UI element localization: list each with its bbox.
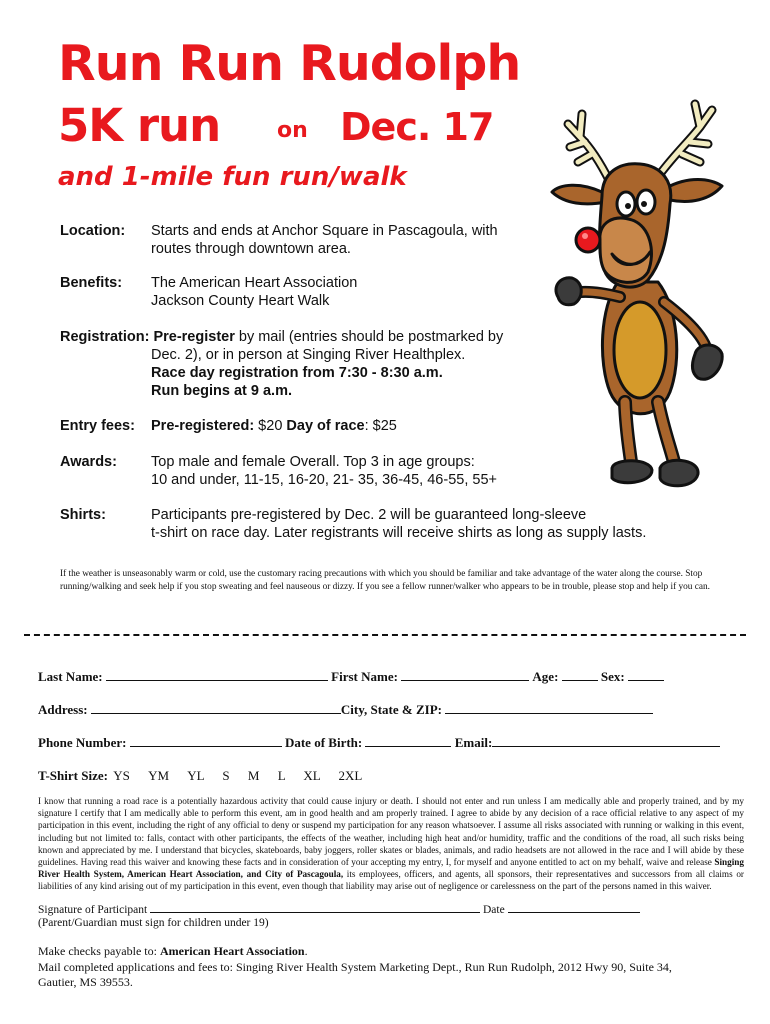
shirts-line-1: Participants pre-registered by Dec. 2 will be guaranteed long-sleeve — [151, 507, 587, 523]
benefits-line-1: The American Heart Association — [151, 275, 358, 291]
guardian-note: (Parent/Guardian must sign for children under 19) — [38, 917, 269, 929]
registration-prereg: Pre-register — [153, 329, 235, 345]
location-value — [151, 222, 571, 258]
awards-line-2: 10 and under, 11-15, 16-20, 21- 35, 36-45, 46-55, 55+ — [151, 472, 497, 488]
checks-suffix: . — [304, 944, 308, 958]
phone-label: Phone Number: — [38, 735, 127, 750]
location-line-2: routes through downtown area. — [151, 241, 351, 257]
shirts-label: Shirts: — [60, 507, 106, 523]
registration-line-4: Run begins at 9 a.m. — [151, 383, 292, 399]
email-label: Email: — [454, 735, 493, 750]
registration-line-1-rest: by mail (entries should be postmarked by — [234, 329, 504, 345]
email-field[interactable] — [492, 735, 720, 747]
tshirt-size-xl[interactable]: XL — [303, 768, 321, 783]
city-state-zip-field[interactable] — [445, 702, 653, 714]
waiver-part-1: I know that running a road race is a potentially hazardous activity that could cause injury or death. I should not enter and run unless I am medically able and properly trained, and by my signature I certify that I am medically able to perform this event, am in good health and am properly trained. I agree to abide by any decision of a race official relative to any aspect of my participation in this event, including the right of any official to deny or suspend my participation for any reason whatsoever. I assume all risks associated with running or walking in this event, including but not limited to: falls, contact with other participants, the effects of the weather, including high heat and/or humidity, traffic and the conditions of the road, all such risks being known and appreciated by me. I understand that bicycles, skateboards, baby joggers, roller skates or blades, animals, and radio headsets are not allowed in the race and I will abide by these guidelines. Having read this waiver and knowing these facts and in consideration of your accepting my entry, I, for myself and anyone entitled to act on my behalf, waive and release — [38, 796, 744, 868]
tshirt-size-m[interactable]: M — [247, 768, 260, 783]
awards-label: Awards: — [60, 454, 117, 470]
form-row-tshirt — [38, 768, 362, 784]
dob-field[interactable] — [365, 735, 451, 747]
registration-line-3: Race day registration from 7:30 - 8:30 a.m. — [151, 365, 443, 381]
location-row — [60, 222, 530, 258]
tshirt-size-label: T-Shirt Size: — [38, 768, 108, 783]
title-line-1: Run Run Rudolph — [58, 35, 521, 92]
shirts-value — [151, 506, 731, 542]
fees-day-label: Day of race — [286, 418, 365, 434]
date-field[interactable] — [508, 903, 640, 913]
dob-label: Date of Birth: — [284, 735, 363, 750]
benefits-row — [60, 274, 530, 310]
fees-prereg-label: Pre-registered: — [151, 418, 255, 434]
benefits-value — [151, 274, 571, 310]
city-state-zip-label: City, State & ZIP: — [340, 702, 442, 717]
fees-row — [60, 417, 530, 435]
awards-line-1: Top male and female Overall. Top 3 in age groups: — [151, 454, 475, 470]
awards-row — [60, 453, 530, 489]
address-field[interactable] — [91, 702, 341, 714]
tshirt-size-ym[interactable]: YM — [148, 768, 170, 783]
tshirt-size-ys[interactable]: YS — [113, 768, 130, 783]
registration-label: Registration: — [60, 329, 150, 345]
registration-row — [60, 328, 540, 400]
title-on: on — [277, 118, 308, 143]
checks-payable — [38, 944, 308, 959]
last-name-field[interactable] — [106, 669, 328, 681]
form-row-address — [38, 702, 653, 718]
title-date: Dec. 17 — [340, 105, 494, 149]
first-name-label: First Name: — [331, 669, 398, 684]
mail-line-2: Gautier, MS 39553. — [38, 975, 133, 989]
sex-field[interactable] — [628, 669, 664, 681]
waiver-organizations: Singing River Health System, American Heart Association, and City of Pascagoula, — [38, 857, 744, 880]
fees-day-value: : $25 — [364, 418, 397, 434]
awards-value — [151, 453, 571, 489]
cut-line — [24, 634, 746, 636]
fees-prereg-value: $20 — [254, 418, 287, 434]
benefits-line-2: Jackson County Heart Walk — [151, 293, 330, 309]
sex-label: Sex: — [600, 669, 625, 684]
mail-line-1: Mail completed applications and fees to: Singing River Health System Marketing Dept., Run Run Rudolph, 2012 Hwy 90, Suite 34, — [38, 960, 672, 974]
checks-payee: American Heart Association — [159, 944, 305, 958]
location-label: Location: — [60, 223, 126, 239]
signature-row — [38, 903, 640, 916]
form-row-contact — [38, 735, 720, 751]
date-label: Date — [482, 904, 505, 916]
benefits-label: Benefits: — [60, 275, 123, 291]
shirts-row — [60, 506, 720, 542]
age-field[interactable] — [562, 669, 598, 681]
age-label: Age: — [532, 669, 559, 684]
checks-prefix: Make checks payable to: — [38, 944, 160, 958]
phone-field[interactable] — [130, 735, 282, 747]
tshirt-size-2xl[interactable]: 2XL — [338, 768, 363, 783]
signature-label: Signature of Participant — [38, 904, 148, 916]
last-name-label: Last Name: — [38, 669, 103, 684]
form-row-name — [38, 669, 664, 685]
fees-value — [151, 417, 571, 435]
title-line-3: and 1-mile fun run/walk — [58, 162, 407, 192]
waiver-part-2: its employees, officers, and agents, all sponsors, their representatives and successors from all claims or liabilities of any kind arising out of my participation in this event, even though that liability may arise out of negligence or carelessness on the part of the persons named in this waiver. — [38, 869, 744, 892]
waiver-text — [38, 795, 744, 893]
location-line-1: Starts and ends at Anchor Square in Pascagoula, with — [151, 223, 498, 239]
tshirt-size-yl[interactable]: YL — [187, 768, 205, 783]
registration-value — [151, 346, 571, 400]
address-label: Address: — [38, 702, 88, 717]
registration-line-1 — [60, 328, 540, 346]
weather-note: If the weather is unseasonably warm or cold, use the customary racing precautions with which you should be familiar and take advantage of the water along the course. Stop running/walking and seek help if you stop sweating and feel nauseous or dizzy. If you see a fellow runner/walker who appears to be in trouble, please stop and help if you can. — [60, 569, 710, 592]
first-name-field[interactable] — [401, 669, 529, 681]
tshirt-size-s[interactable]: S — [222, 768, 230, 783]
tshirt-size-l[interactable]: L — [277, 768, 286, 783]
title-5k-run: 5K run — [58, 99, 221, 152]
shirts-line-2: t-shirt on race day. Later registrants will receive shirts as long as supply lasts. — [151, 525, 647, 541]
fees-label: Entry fees: — [60, 418, 135, 434]
signature-field[interactable] — [150, 903, 480, 913]
registration-line-2: Dec. 2), or in person at Singing River Healthplex. — [151, 347, 466, 363]
